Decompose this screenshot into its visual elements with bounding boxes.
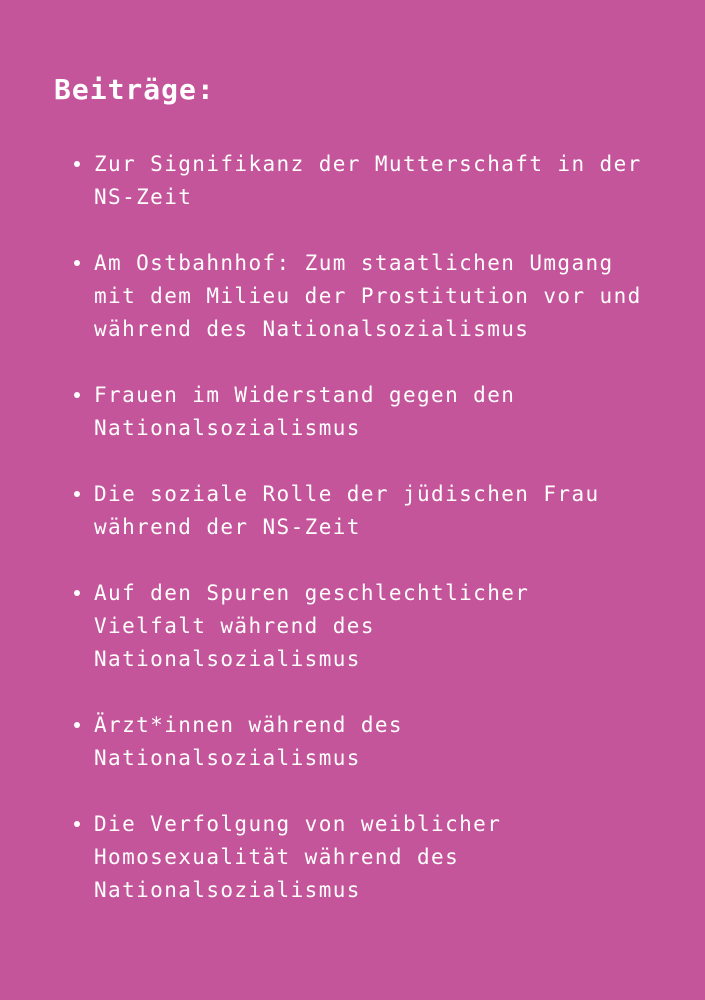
page-heading: Beiträge: — [54, 73, 215, 106]
list-item-text: Ärzt*innen während des Nationalsozialismus — [94, 713, 403, 770]
list-item-text: Frauen im Widerstand gegen den Nationalsozialismus — [94, 383, 516, 440]
bullet-icon — [74, 722, 80, 728]
bullet-icon — [74, 590, 80, 596]
list-item — [54, 148, 665, 214]
contributions-list — [54, 148, 665, 907]
list-item-text: Die Verfolgung von weiblicher Homosexualität während des Nationalsozialismus — [94, 812, 502, 902]
list-item-text: Die soziale Rolle der jüdischen Frau während der NS-Zeit — [94, 482, 600, 539]
list-item-text: Auf den Spuren geschlechtlicher Vielfalt während des Nationalsozialismus — [94, 581, 530, 671]
list-item — [54, 577, 665, 676]
list-item — [54, 478, 665, 544]
list-item — [54, 247, 665, 346]
list-item-text: Zur Signifikanz der Mutterschaft in der NS-Zeit — [94, 152, 642, 209]
bullet-icon — [74, 161, 80, 167]
bullet-icon — [74, 491, 80, 497]
bullet-icon — [74, 260, 80, 266]
list-item — [54, 808, 665, 907]
list-item — [54, 379, 665, 445]
bullet-icon — [74, 392, 80, 398]
list-item — [54, 709, 665, 775]
list-item-text: Am Ostbahnhof: Zum staatlichen Umgang mit dem Milieu der Prostitution vor und während des Nationalsozialismus — [94, 251, 642, 341]
bullet-icon — [74, 821, 80, 827]
